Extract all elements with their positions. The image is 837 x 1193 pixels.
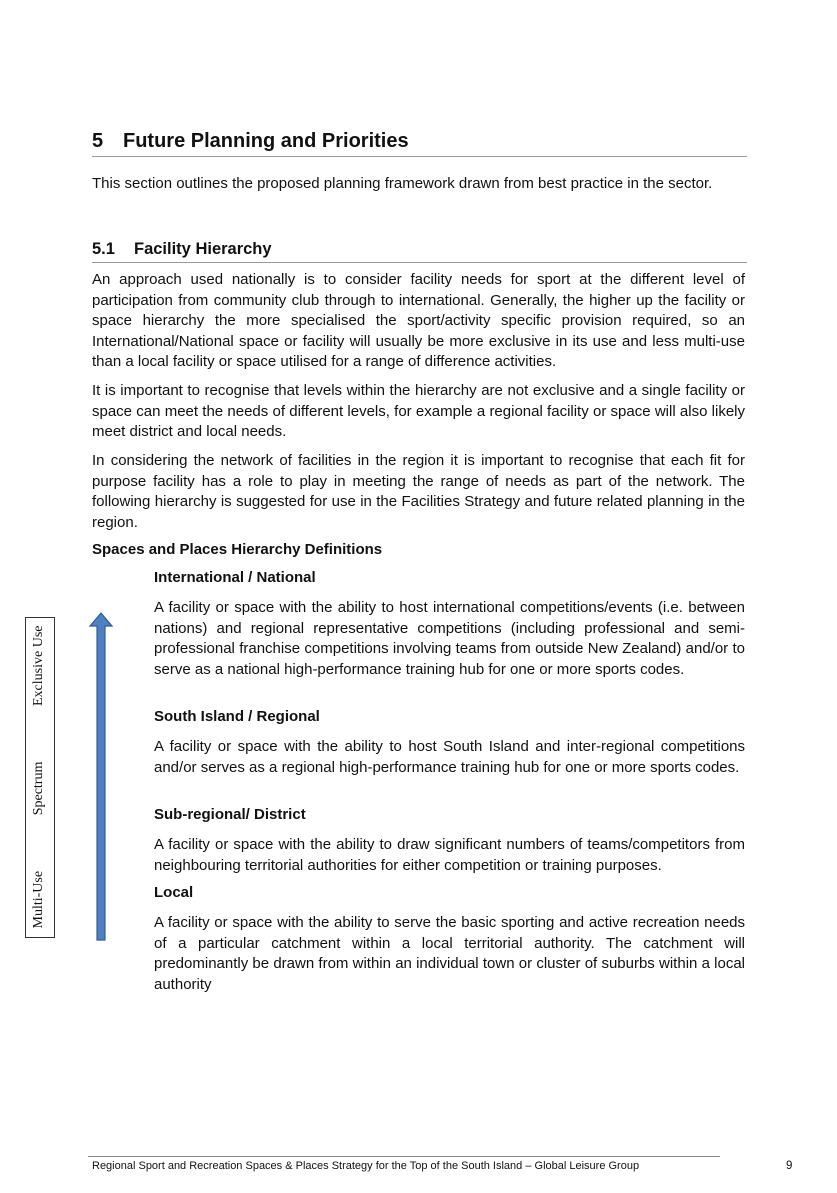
paragraph: It is important to recognise that levels within the hierarchy are not exclusive and a single facility or space can meet the needs of different levels, for example a regional facility or space will also likely meet district and local needs. [92, 382, 745, 440]
level-text-international: A facility or space with the ability to host international competitions/events (i.e. between nations) and regional representative competitions (including professional and semi-professional franchise competitions involving teams from outside New Zealand) and/or to serve as a national high-performance training hub for one or more sports codes. [154, 599, 745, 678]
page-number: 9 [786, 1160, 793, 1172]
footer-text: Regional Sport and Recreation Spaces & Places Strategy for the Top of the South Island – Global Leisure Group [92, 1160, 640, 1172]
section-title: Future Planning and Priorities [123, 130, 409, 152]
section-heading [92, 130, 747, 157]
spectrum-mid-label: Spectrum [31, 761, 46, 816]
spectrum-high-label: Exclusive Use [31, 625, 46, 706]
up-arrow-icon [88, 612, 114, 942]
paragraph: In considering the network of facilities in the region it is important to recognise that each fit for purpose facility has a role to play in meeting the range of needs as part of the network. The following hierarchy is suggested for use in the Facilities Strategy and future related planning in the region. [92, 452, 745, 531]
subsection-title: Facility Hierarchy [134, 240, 272, 258]
subsection-number: 5.1 [92, 240, 115, 258]
paragraph: An approach used nationally is to consider facility needs for sport at the different level of participation from community club through to international. Generally, the higher up the facility or space hierarchy the more specialised the sport/activity specific provision required, so an International/National space or facility will usually be more exclusive in its use and less multi-use than a local facility or space utilised for a range of difference activities. [92, 271, 745, 370]
section-number: 5 [92, 130, 104, 152]
level-text-local: A facility or space with the ability to serve the basic sporting and active recreation needs of a particular catchment within a local territorial authority. The catchment will predominantly be drawn from within an individual town or cluster of suburbs within a local authority [154, 914, 745, 993]
footer-divider [88, 1156, 720, 1157]
hierarchy-heading: Spaces and Places Hierarchy Definitions [92, 541, 383, 558]
level-title-district: Sub-regional/ District [154, 806, 306, 823]
level-title-local: Local [154, 884, 194, 901]
level-title-regional: South Island / Regional [154, 708, 320, 725]
spectrum-low-label: Multi-Use [31, 870, 46, 929]
intro-paragraph: This section outlines the proposed planning framework drawn from best practice in the sector. [92, 175, 713, 192]
level-text-regional: A facility or space with the ability to host South Island and inter-regional competitions and/or serves as a regional high-performance training hub for one or more sports codes. [154, 738, 745, 776]
spectrum-labels [26, 618, 52, 937]
level-text-district: A facility or space with the ability to draw significant numbers of teams/competitors from neighbouring territorial authorities for either competition or training purposes. [154, 836, 745, 874]
subsection-heading [92, 240, 747, 263]
level-title-international: International / National [154, 569, 316, 586]
